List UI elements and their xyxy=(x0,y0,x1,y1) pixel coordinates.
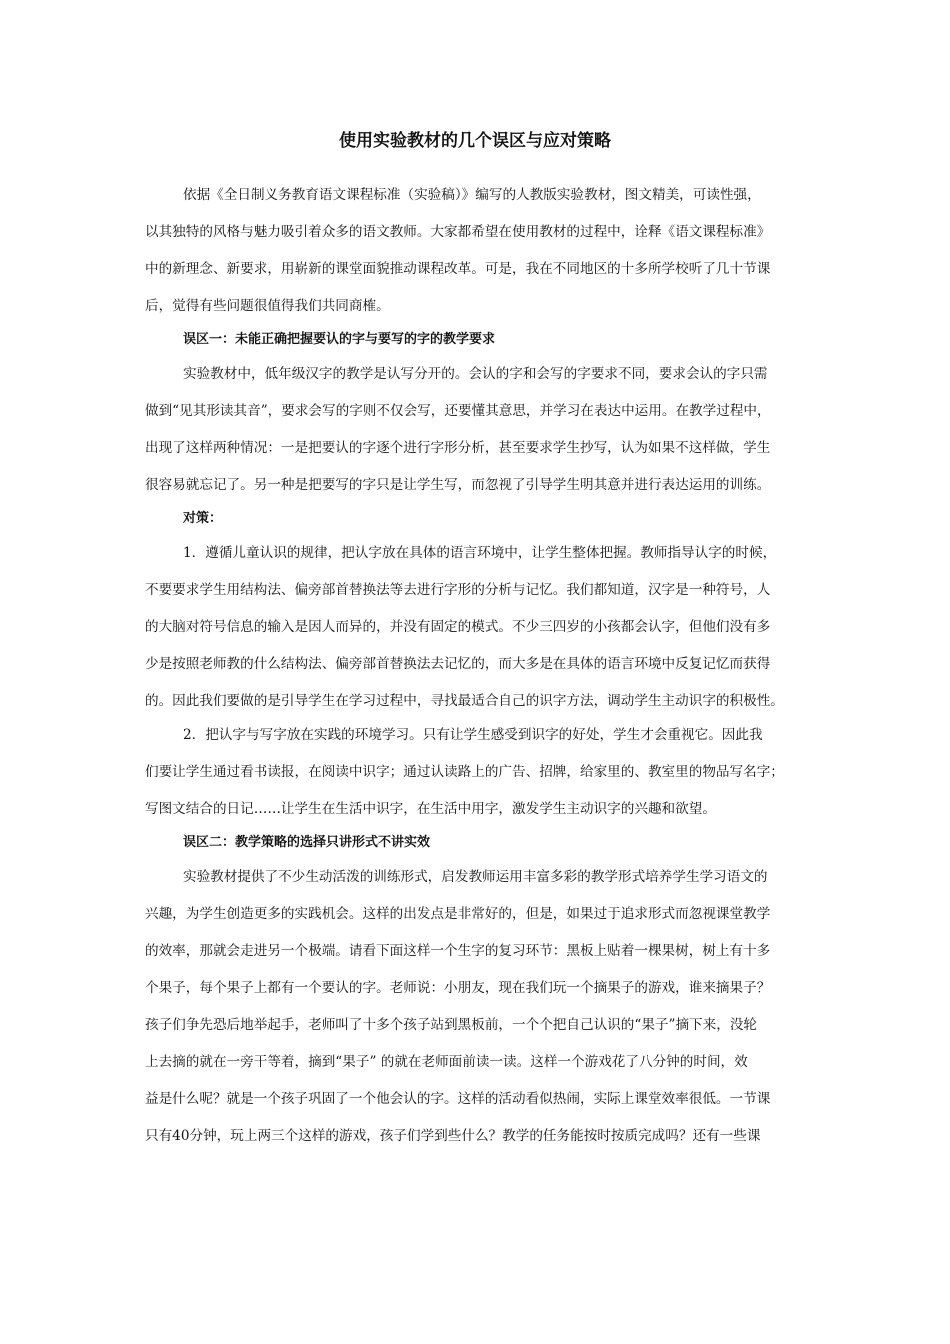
paragraph-line: 以其独特的风格与魅力吸引着众多的语文教师。大家都希望在使用教材的过程中，诠释《语文课程标准》 xyxy=(145,224,771,240)
section-heading: 误区二：教学策略的选择只讲形式不讲实效 xyxy=(183,835,431,850)
paragraph-line: 做到“见其形读其音”，要求会写的字则不仅会写，还要懂其意思，并学习在表达中运用。在教学过程中， xyxy=(145,403,771,419)
paragraph-line: 益是什么呢？就是一个孩子巩固了一个他会认的字。这样的活动看似热闹，实际上课堂效率很低。一节课 xyxy=(145,1091,771,1107)
paragraph-line: 不要要求学生用结构法、偏旁部首替换法等去进行字形的分析与记忆。我们都知道，汉字是一种符号，人 xyxy=(145,582,771,598)
paragraph-line: 后，觉得有些问题很值得我们共同商榷。 xyxy=(145,298,390,314)
paragraph-line: 上去摘的就在一旁干等着，摘到“果子” 的就在老师面前读一读。这样一个游戏花了八分钟的时间，效 xyxy=(145,1054,748,1070)
paragraph-line: 个果子，每个果子上都有一个要认的字。老师说：小朋友，现在我们玩一个摘果子的游戏，谁来摘果子？ xyxy=(145,980,771,996)
paragraph-line: 很容易就忘记了。另一种是把要写的字只是让学生写，而忽视了引导学生明其意并进行表达运用的训练。 xyxy=(145,477,771,493)
paragraph-line: 的大脑对符号信息的输入是因人而异的，并没有固定的模式。不少三四岁的小孩都会认字，但他们没有多 xyxy=(145,619,771,635)
paragraph-line: 写图文结合的日记……让学生在生活中识字，在生活中用字，激发学生主动识字的兴趣和欲望。 xyxy=(145,801,716,817)
paragraph-line: 依据《全日制义务教育语文课程标准（实验稿）》编写的人教版实验教材，图文精美，可读性强， xyxy=(183,187,761,203)
document-title: 使用实验教材的几个误区与应对策略 xyxy=(339,131,611,151)
paragraph-line: 孩子们争先恐后地举起手，老师叫了十多个孩子站到黑板前，一个个把自己认识的“果子”摘下来，没轮 xyxy=(145,1017,758,1033)
paragraph-line: 出现了这样两种情况：一是把要认的字逐个进行字形分析，甚至要求学生抄写，认为如果不这样做，学生 xyxy=(145,440,771,456)
paragraph-line: 的。因此我们要做的是引导学生在学习过程中，寻找最适合自己的识字方法，调动学生主动识字的积极性。 xyxy=(145,693,784,709)
paragraph-line: 1．遵循儿童认识的规律，把认字放在具体的语言环境中，让学生整体把握。教师指导认字的时候， xyxy=(183,545,777,561)
paragraph-line: 的效率，那就会走进另一个极端。请看下面这样一个生字的复习环节：黑板上贴着一棵果树，树上有十多 xyxy=(145,943,771,959)
paragraph-line: 中的新理念、新要求，用崭新的课堂面貌推动课程改革。可是，我在不同地区的十多所学校听了几十节课 xyxy=(145,261,771,277)
paragraph-line: 们要让学生通过看书读报，在阅读中识字；通过认读路上的广告、招牌，给家里的、教室里的物品写名字； xyxy=(145,764,784,780)
paragraph-line: 2．把认字与写字放在实践的环境学习。只有让学生感受到识字的好处，学生才会重视它。因此我 xyxy=(183,727,763,743)
paragraph-line: 兴趣，为学生创造更多的实践机会。这样的出发点是非常好的，但是，如果过于追求形式而忽视课堂教学 xyxy=(145,906,771,922)
paragraph-line: 只有40分钟，玩上两三个这样的游戏，孩子们学到些什么？教学的任务能按时按质完成吗？还有一些课 xyxy=(145,1128,761,1144)
paragraph-line: 少是按照老师教的什么结构法、偏旁部首替换法去记忆的，而大多是在具体的语言环境中反复记忆而获得 xyxy=(145,656,771,672)
strategy-heading: 对策： xyxy=(183,511,223,526)
paragraph-line: 实验教材中，低年级汉字的教学是认写分开的。会认的字和会写的字要求不同，要求会认的字只需 xyxy=(183,366,768,382)
section-heading: 误区一：未能正确把握要认的字与要写的字的教学要求 xyxy=(183,332,496,347)
paragraph-line: 实验教材提供了不少生动活泼的训练形式，启发教师运用丰富多彩的教学形式培养学生学习语文的 xyxy=(183,869,768,885)
